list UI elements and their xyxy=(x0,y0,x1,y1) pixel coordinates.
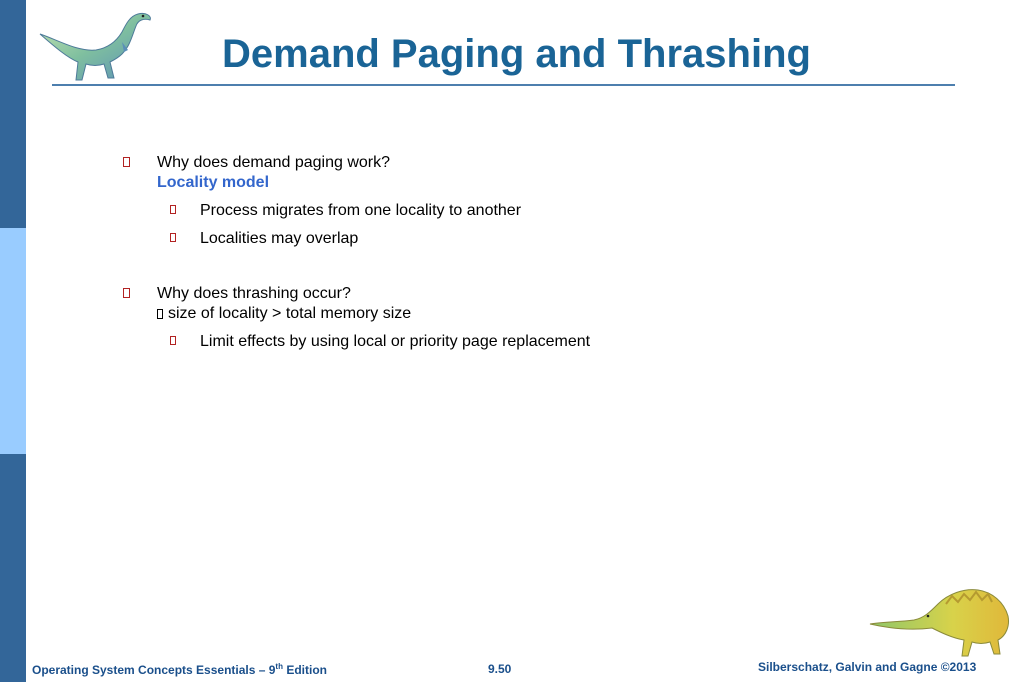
bullet-icon xyxy=(123,157,130,167)
sidebar-top-segment xyxy=(0,0,26,228)
footer-copyright: Silberschatz, Galvin and Gagne ©2013 xyxy=(758,660,977,674)
bullet-icon xyxy=(123,288,130,298)
bullet-1-highlight: Locality model xyxy=(157,174,270,191)
title-divider xyxy=(52,84,955,86)
sub-bullet-icon xyxy=(170,205,176,214)
sidebar-bottom-segment xyxy=(0,454,26,682)
bullet-1-text: Why does demand paging work? xyxy=(157,154,391,171)
bullet-2-text: Why does thrashing occur? xyxy=(157,285,351,302)
sub-bullet-icon xyxy=(170,233,176,242)
footer-page-number: 9.50 xyxy=(488,662,512,676)
bullet-2-implication xyxy=(157,304,411,324)
implies-arrow-icon xyxy=(157,309,163,319)
footer-book-title-suffix: Edition xyxy=(282,663,327,677)
dinosaur-logo-icon xyxy=(38,6,158,84)
dinosaur-footer-logo-icon xyxy=(868,582,1016,660)
page-title: Demand Paging and Thrashing xyxy=(222,32,811,76)
footer-book-title-sup: th xyxy=(275,662,283,671)
sub-bullet-icon xyxy=(170,336,176,345)
footer-book-title xyxy=(32,662,327,677)
sidebar-middle-segment xyxy=(0,228,26,454)
footer-book-title-prefix: Operating System Concepts Essentials – 9 xyxy=(32,663,276,677)
sub-bullet-1-1: Process migrates from one locality to another xyxy=(200,202,522,219)
sub-bullet-2-1: Limit effects by using local or priority page replacement xyxy=(200,333,591,350)
bullet-2-implication-text: size of locality > total memory size xyxy=(168,305,412,322)
sub-bullet-1-2: Localities may overlap xyxy=(200,230,359,247)
